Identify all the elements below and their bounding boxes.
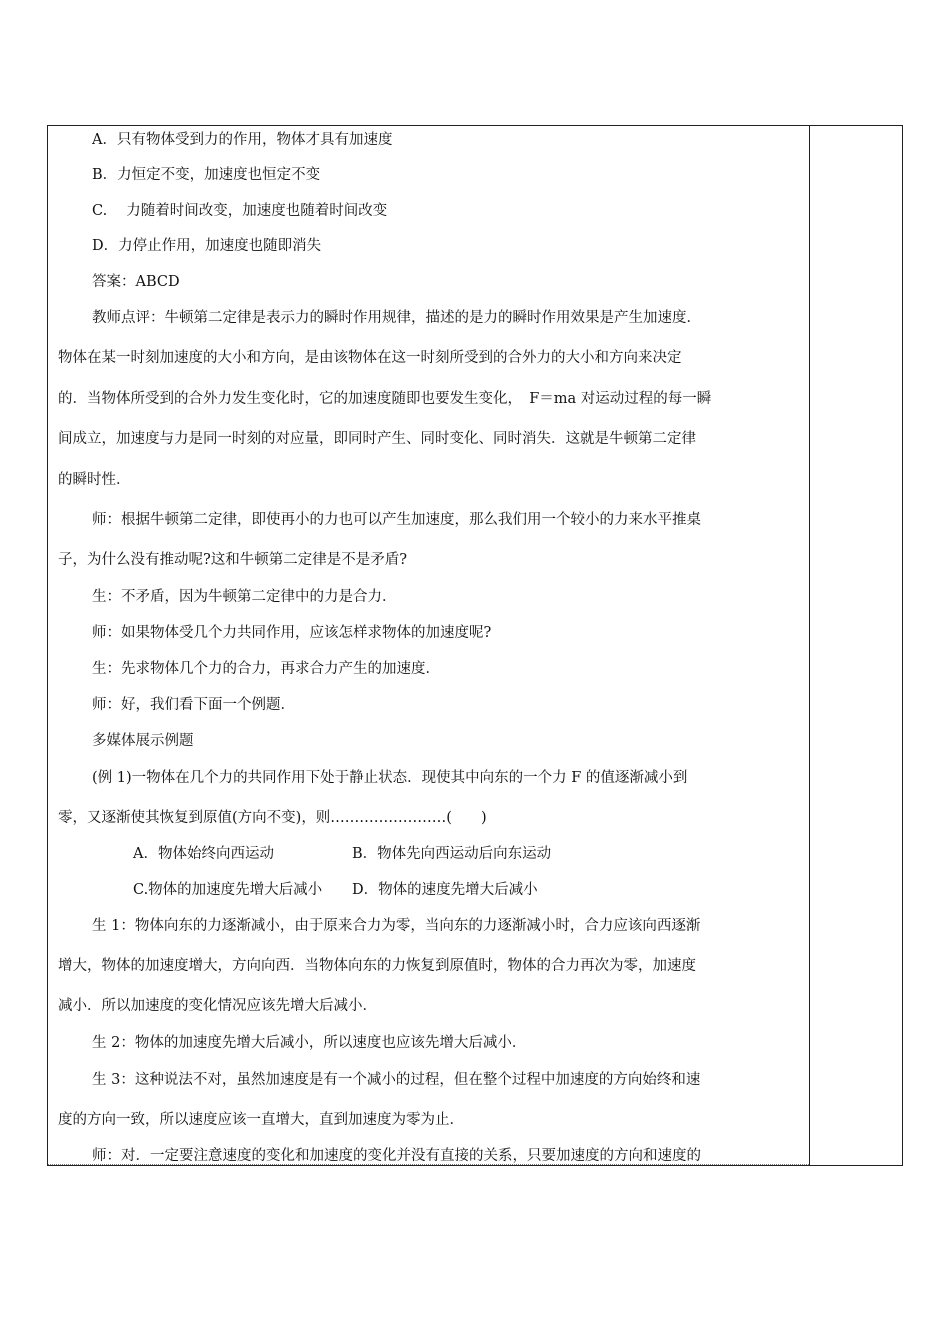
dialogue-line: 生 1：物体向东的力逐渐减小，由于原来合力为零，当向东的力逐渐减小时，合力应该向西逐渐 — [92, 918, 701, 934]
option-a: A．只有物体受到力的作用，物体才具有加速度 — [92, 132, 393, 148]
example-option-c: C.物体的加速度先增大后减小 — [133, 882, 323, 898]
example-option-b: B．物体先向西运动后向东运动 — [352, 846, 552, 862]
example-question-line: (例 1)一物体在几个力的共同作用下处于静止状态．现使其中向东的一个力 F 的值逐渐减小到 — [92, 770, 688, 786]
example-option-d: D．物体的速度先增大后减小 — [352, 882, 538, 898]
teacher-comment-line: 教师点评：牛顿第二定律是表示力的瞬时作用规律，描述的是力的瞬时作用效果是产生加速度． — [92, 310, 701, 326]
option-b: B．力恒定不变，加速度也恒定不变 — [92, 167, 321, 183]
example-option-a: A．物体始终向西运动 — [133, 846, 274, 862]
section-heading: 多媒体展示例题 — [92, 733, 194, 749]
dialogue-line: 子，为什么没有推动呢?这和牛顿第二定律是不是矛盾? — [58, 552, 408, 568]
dotted-rule — [48, 1164, 809, 1165]
dialogue-line: 师：根据牛顿第二定律，即使再小的力也可以产生加速度，那么我们用一个较小的力来水平推桌 — [92, 512, 701, 528]
teacher-comment-line: 物体在某一时刻加速度的大小和方向，是由该物体在这一时刻所受到的合外力的大小和方向来决定 — [58, 350, 682, 366]
dialogue-line: 师：如果物体受几个力共同作用，应该怎样求物体的加速度呢? — [92, 625, 492, 641]
dialogue-line: 减小．所以加速度的变化情况应该先增大后减小． — [58, 998, 377, 1014]
dialogue-line: 生：先求物体几个力的合力，再求合力产生的加速度． — [92, 661, 440, 677]
teacher-comment-line: 的瞬时性． — [58, 472, 131, 488]
dialogue-line: 生 2：物体的加速度先增大后减小，所以速度也应该先增大后减小． — [92, 1035, 527, 1051]
teacher-comment-line: 间成立，加速度与力是同一时刻的对应量，即同时产生、同时变化、同时消失．这就是牛顿第二定律 — [58, 431, 696, 447]
dialogue-line: 师：好，我们看下面一个例题． — [92, 697, 295, 713]
dialogue-line: 生 3：这种说法不对，虽然加速度是有一个减小的过程，但在整个过程中加速度的方向始终和速 — [92, 1072, 701, 1088]
column-divider — [809, 126, 810, 1165]
example-question-line: 零，又逐渐使其恢复到原值(方向不变)，则……………………( ) — [58, 810, 487, 826]
answer: 答案：ABCD — [92, 274, 180, 290]
option-c: C. 力随着时间改变，加速度也随着时间改变 — [92, 203, 388, 219]
teacher-comment-line: 的．当物体所受到的合外力发生变化时，它的加速度随即也要发生变化， F＝ma 对运动过程的每一瞬 — [58, 391, 712, 407]
dialogue-line: 生：不矛盾，因为牛顿第二定律中的力是合力． — [92, 589, 397, 605]
dialogue-line: 师：对．一定要注意速度的变化和加速度的变化并没有直接的关系，只要加速度的方向和速度的 — [92, 1148, 701, 1164]
dialogue-line: 度的方向一致，所以速度应该一直增大，直到加速度为零为止． — [58, 1112, 464, 1128]
lesson-table — [47, 125, 903, 1166]
dialogue-line: 增大，物体的加速度增大，方向向西．当物体向东的力恢复到原值时，物体的合力再次为零，加速度 — [58, 958, 696, 974]
option-d: D．力停止作用，加速度也随即消失 — [92, 238, 322, 254]
